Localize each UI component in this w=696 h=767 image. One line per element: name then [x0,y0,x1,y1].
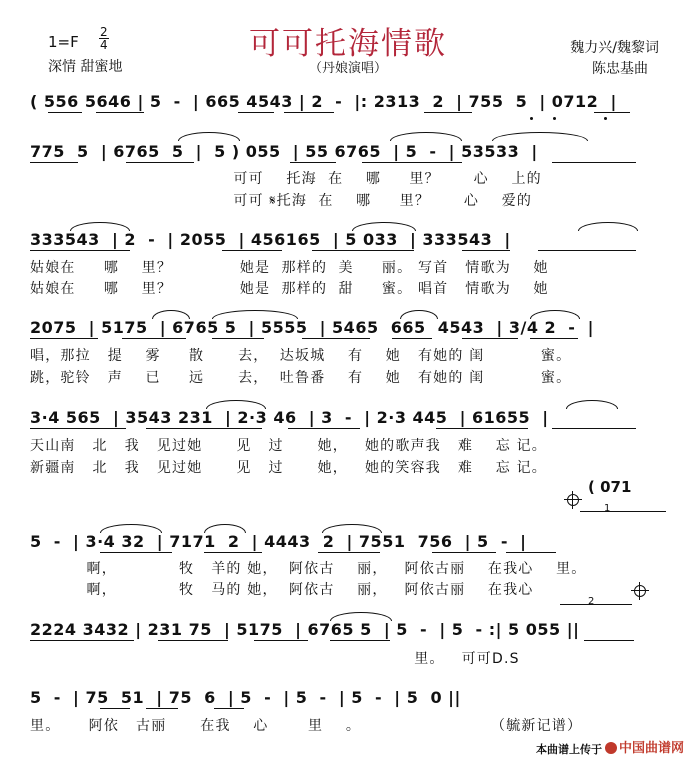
beam [254,640,308,641]
coda-intro-notes: ( 071 [588,478,632,496]
beam [30,250,130,251]
lyric-verse-1: 里。 可可D.S [30,651,520,667]
beam [204,552,262,553]
coda-sign [567,494,579,506]
beam [506,552,556,553]
lyric-verse-1: 唱，那拉 提 雾 散 去， 达坂城 有 她 有她的 闺 蜜。 [30,348,572,364]
beam [222,250,282,251]
beam [538,250,636,251]
volta-bracket-2 [560,604,632,605]
beam [30,162,78,163]
lyricist-credit: 魏力兴/魏黎词 [570,40,659,56]
time-signature-top: 2 [100,25,108,39]
octave-dot [604,117,607,120]
beam [158,640,228,641]
beam [584,640,634,641]
beam [96,112,144,113]
beam [122,338,186,339]
coda-sign [634,585,646,597]
beam [214,708,244,709]
beam [100,708,130,709]
beam [530,338,578,339]
octave-dot [530,117,533,120]
lyric-verse-1: 可可 托海 在 哪 里？ 心 上的 [30,171,542,187]
beam [362,162,462,163]
beam [330,640,390,641]
slur [178,132,240,141]
slur [212,310,298,319]
slur [390,132,462,141]
beam [212,338,264,339]
beam [30,338,98,339]
volta-bracket-1 [580,511,666,512]
tempo-marking: 深情 甜蜜地 [48,59,123,75]
beam [290,162,336,163]
slur [578,222,638,231]
lyric-verse-2: 新疆南 北 我 见过她 见 过 她， 她的笑容我 难 忘 记。 [30,460,547,476]
notation-line: 5 - | 3·4 32 | 7171 2 | 4443 2 | 7551 756 | 5 - | [30,532,527,551]
slur [566,400,618,409]
beam [238,112,274,113]
key-signature: 1=F [48,33,79,51]
slur [100,524,162,533]
lyric-verse-2: 可可 𝄋托海 在 哪 里？ 心 爱的 [30,193,533,209]
lyric-verse-1: 天山南 北 我 见过她 见 过 她， 她的歌声我 难 忘 记。 [30,438,547,454]
beam [462,338,518,339]
beam [552,162,636,163]
slur [400,310,438,319]
notation-line: 333543 | 2 - | 2055 | 456165 | 5 033 | 333543 | [30,230,511,249]
beam [432,552,496,553]
notation-line: 3·4 565 | 3543 231 | 2·3 46 | 3 - | 2·3 445 | 61655 | [30,408,549,427]
octave-dot [553,117,556,120]
slur [322,524,382,533]
beam [318,552,380,553]
lyric-verse-1: 姑娘在 哪 里？ 她是 那样的 美 丽。 写首 情歌为 她 [30,260,549,276]
beam [30,428,126,429]
beam [100,552,172,553]
slur [492,132,588,141]
lyric-verse-2: 啊， 牧 马的 她， 阿依古 丽， 阿依古丽 在我心 [30,582,534,598]
beam [284,112,334,113]
slur [352,222,416,231]
beam [146,708,178,709]
beam [126,162,194,163]
notation-line: 2075 | 5175 | 6765 5 | 5555 | 5465 665 4543 | 3/4 2 - | [30,318,594,337]
notation-line: 2224 3432 | 231 75 | 5175 | 6765 5 | 5 - | 5 - :| 5 055 || [30,620,580,639]
beam [48,112,82,113]
slur [70,222,130,231]
beam [392,338,432,339]
beam [302,338,370,339]
slur [204,524,246,533]
beam [146,428,262,429]
upload-notice: 本曲谱上传于 [536,743,602,756]
beam [462,250,510,251]
notation-line: 775 5 | 6765 5 | 5 ) 055 | 55 6765 | 5 - | 53533 | [30,142,538,161]
composer-credit: 陈忠基曲 [592,61,648,77]
lyric-verse-2: 跳，驼铃 声 已 远 去， 吐鲁番 有 她 有她的 闺 蜜。 [30,370,572,386]
slur [206,400,266,409]
beam [552,428,636,429]
beam [288,428,360,429]
beam [30,640,134,641]
singer-credit: （丹娘演唱） [308,61,387,76]
beam [594,112,630,113]
logo-icon [605,742,617,754]
beam [424,112,472,113]
beam [436,428,528,429]
time-signature-bottom: 4 [100,38,108,52]
site-name: 中国曲谱网 [618,741,684,756]
song-title: 可可托海情歌 [249,26,447,62]
notation-line: 5 - | 75 51 | 75 6 | 5 - | 5 - | 5 - | 5 0 || [30,688,461,707]
slur [530,310,580,319]
slur [330,612,392,621]
site-logo[interactable] [605,737,684,756]
notation-line: ( 556 5646 | 5 - | 665 4543 | 2 - |: 2313 2 | 755 5 | 0712 | [30,92,617,111]
time-signature [99,26,109,51]
volta-number-2: 2 [588,596,595,607]
volta-number-1: 1 [604,503,611,514]
lyric-verse-2: 姑娘在 哪 里？ 她是 那样的 甜 蜜。 唱首 情歌为 她 [30,281,549,297]
lyric-verse-1: 里。 阿依 古丽 在我 心 里 。 （毓新记谱） [30,718,583,734]
slur [152,310,190,319]
beam [312,250,414,251]
lyric-verse-1: 啊， 牧 羊的 她， 阿依古 丽， 阿依古丽 在我心 里。 [30,561,587,577]
